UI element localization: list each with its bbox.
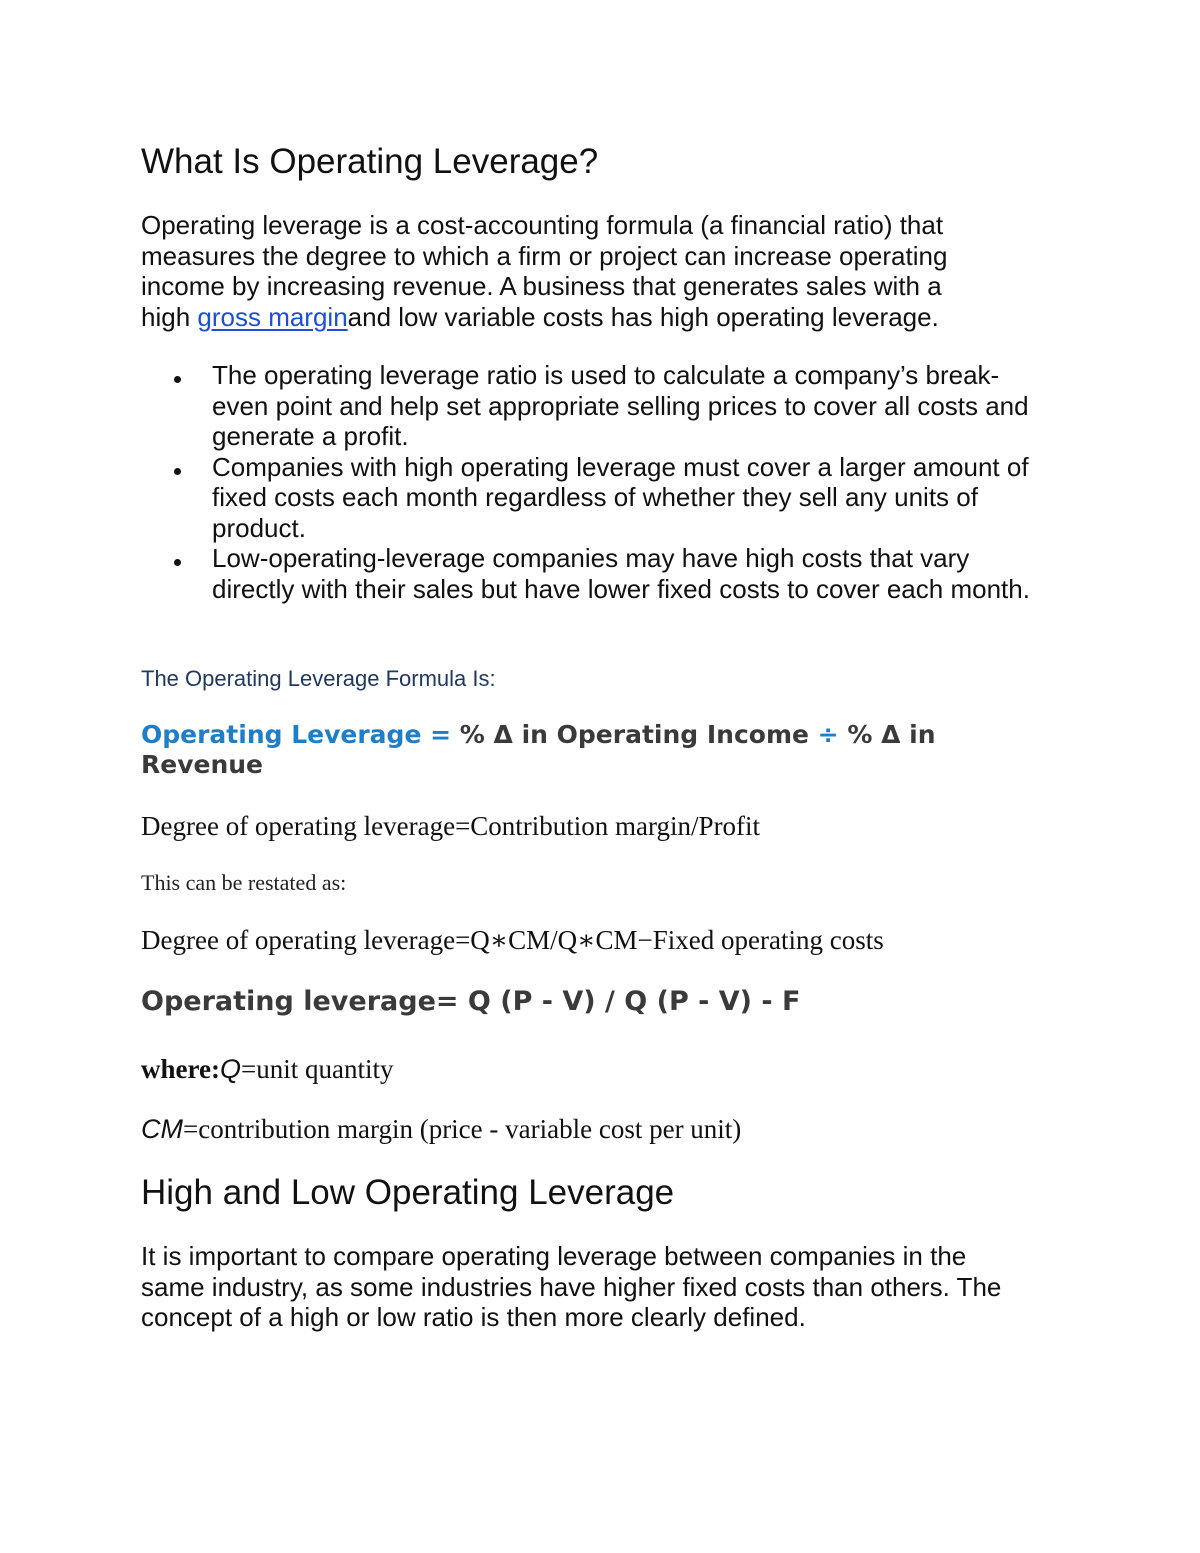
restated-text: This can be restated as: <box>141 870 347 895</box>
section-line-1: It is important to compare operating leverage between companies in the <box>141 1241 967 1271</box>
bullet-line: The operating leverage ratio is used to calculate a company’s break- <box>212 360 1000 390</box>
bullet-line: Low-operating-leverage companies may have high costs that vary <box>212 543 970 573</box>
where-label: where: <box>141 1054 220 1084</box>
where-definition <box>141 1053 393 1085</box>
section-paragraph <box>141 1241 1001 1333</box>
formula-line-1 <box>141 720 936 750</box>
intro-line-1: Operating leverage is a cost-accounting formula (a financial ratio) that <box>141 210 944 240</box>
intro-line-3: income by increasing revenue. A business that generates sales with a <box>141 271 942 301</box>
formula-part-lhs: Operating Leverage = <box>141 720 452 749</box>
bullet-line: even point and help set appropriate selling prices to cover all costs and <box>212 390 1029 421</box>
list-item <box>165 360 1125 452</box>
formula-line-2: Revenue <box>141 750 264 779</box>
cm-definition <box>141 1113 741 1145</box>
formula-heading: The Operating Leverage Formula Is: <box>141 666 496 691</box>
formula-part-in: % Δ in <box>838 720 936 749</box>
intro-line-2: measures the degree to which a firm or project can increase operating <box>141 240 948 271</box>
where-def: =unit quantity <box>241 1054 394 1084</box>
operating-leverage-formula <box>141 720 936 780</box>
intro-line-4-suffix: and low variable costs has high operating leverage. <box>347 301 939 332</box>
intro-line-4-prefix: high <box>141 301 198 332</box>
section-line-2: same industry, as some industries have higher fixed costs than others. The <box>141 1271 1002 1302</box>
section-heading: High and Low Operating Leverage <box>141 1173 675 1212</box>
op-leverage-formula: Operating leverage= Q (P - V) / Q (P - V) - F <box>141 986 801 1017</box>
key-points-list <box>165 360 1125 604</box>
bullet-line: fixed costs each month regardless of whether they sell any units of <box>212 482 978 512</box>
gross-margin-link[interactable]: gross margin <box>197 301 348 332</box>
cm-var: CM <box>141 1114 183 1144</box>
list-item <box>165 543 1125 604</box>
dol-formula-1: Degree of operating leverage=Contribution margin/Profit <box>141 811 761 841</box>
bullet-icon <box>174 559 181 566</box>
formula-part-income: % Δ in Operating Income <box>451 720 809 749</box>
bullet-icon <box>174 468 181 475</box>
page-title: What Is Operating Leverage? <box>141 142 599 181</box>
list-item <box>165 452 1125 544</box>
intro-paragraph <box>141 210 947 332</box>
bullet-line: product. <box>212 512 306 543</box>
section-line-3: concept of a high or low ratio is then more clearly defined. <box>141 1302 806 1332</box>
bullet-line: Companies with high operating leverage must cover a larger amount of <box>212 451 1029 482</box>
where-var: Q <box>219 1054 241 1084</box>
cm-def: =contribution margin (price - variable cost per unit) <box>183 1114 742 1144</box>
bullet-line: directly with their sales but have lower fixed costs to cover each month. <box>212 573 1030 604</box>
formula-part-divide: ÷ <box>808 720 839 749</box>
intro-line-4 <box>141 302 947 333</box>
bullet-line: generate a profit. <box>212 421 409 451</box>
dol-formula-2: Degree of operating leverage=Q∗CM/Q∗CM−Fixed operating costs <box>141 925 884 955</box>
bullet-icon <box>174 376 181 383</box>
